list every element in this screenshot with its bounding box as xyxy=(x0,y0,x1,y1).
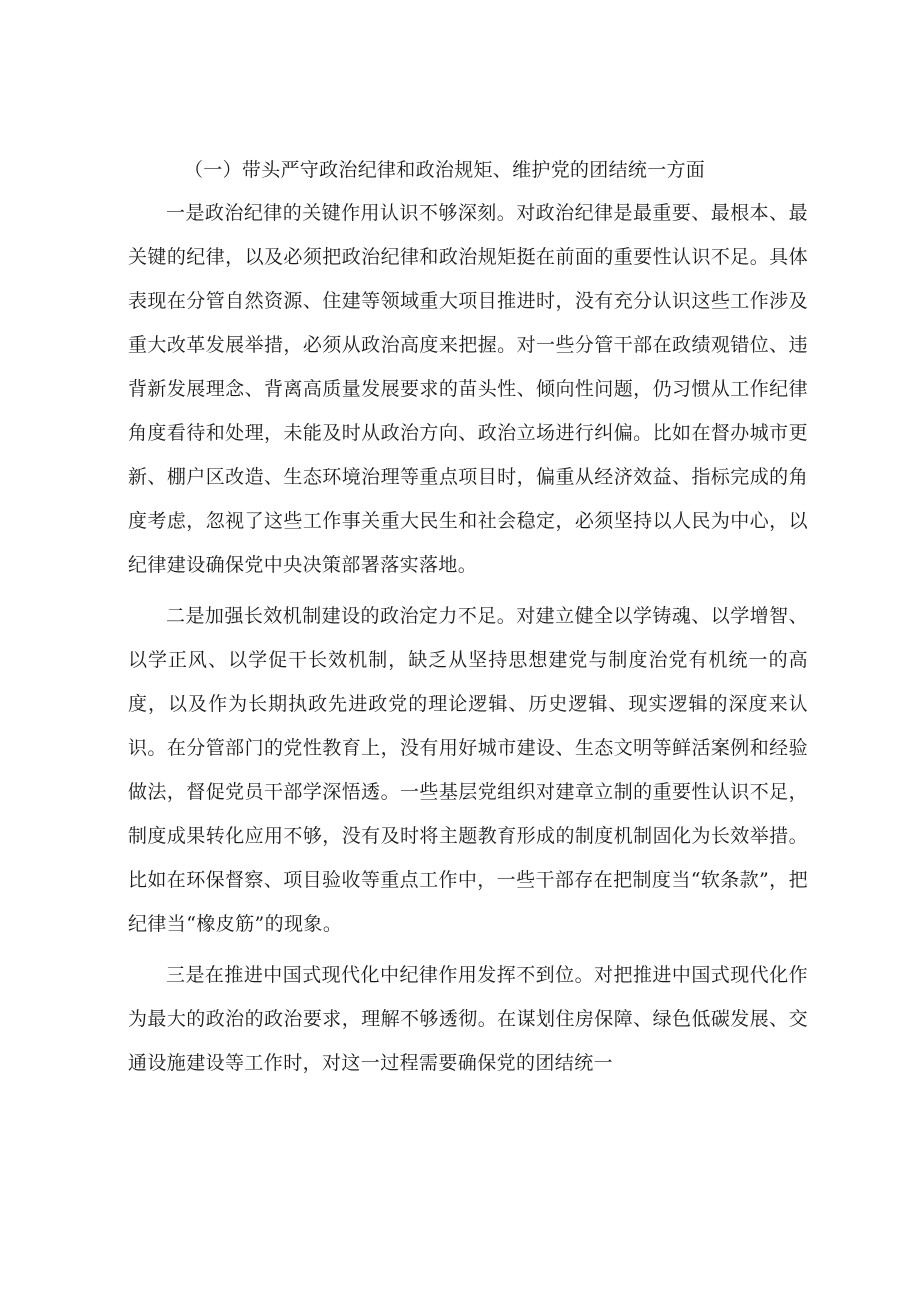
document-body xyxy=(128,150,808,1085)
paragraph-3: 三是在推进中国式现代化中纪律作用发挥不到位。对把推进中国式现代化作为最大的政治的政治要求，理解不够透彻。在谋划住房保障、绿色低碳发展、交通设施建设等工作时，对这一过程需要确保党的团结统一 xyxy=(128,964,808,1074)
paragraph-2: 二是加强长效机制建设的政治定力不足。对建立健全以学铸魂、以学增智、以学正风、以学促干长效机制，缺乏从坚持思想建党与制度治党有机统一的高度，以及作为长期执政先进政党的理论逻辑、历史逻辑、现实逻辑的深度来认识。在分管部门的党性教育上，没有用好城市建设、生态文明等鲜活案例和经验做法，督促党员干部学深悟透。一些基层党组织对建章立制的重要性认识不足，制度成果转化应用不够，没有及时将主题教育形成的制度机制固化为长效举措。比如在环保督察、项目验收等重点工作中，一些干部存在把制度当“软条款”，把纪律当“橡皮筋”的现象。 xyxy=(128,605,808,935)
paragraph-1: 一是政治纪律的关键作用认识不够深刻。对政治纪律是最重要、最根本、最关键的纪律，以及必须把政治纪律和政治规矩挺在前面的重要性认识不足。具体表现在分管自然资源、住建等领域重大项目推进时，没有充分认识这些工作涉及重大改革发展举措，必须从政治高度来把握。对一些分管干部在政绩观错位、违背新发展理念、背离高质量发展要求的苗头性、倾向性问题，仍习惯从工作纪律角度看待和处理，未能及时从政治方向、政治立场进行纠偏。比如在督办城市更新、棚户区改造、生态环境治理等重点项目时，偏重从经济效益、指标完成的角度考虑，忽视了这些工作事关重大民生和社会稳定，必须坚持以人民为中心，以纪律建设确保党中央决策部署落实落地。 xyxy=(128,202,808,576)
section-heading: （一）带头严守政治纪律和政治规矩、维护党的团结统一方面 xyxy=(184,159,706,181)
